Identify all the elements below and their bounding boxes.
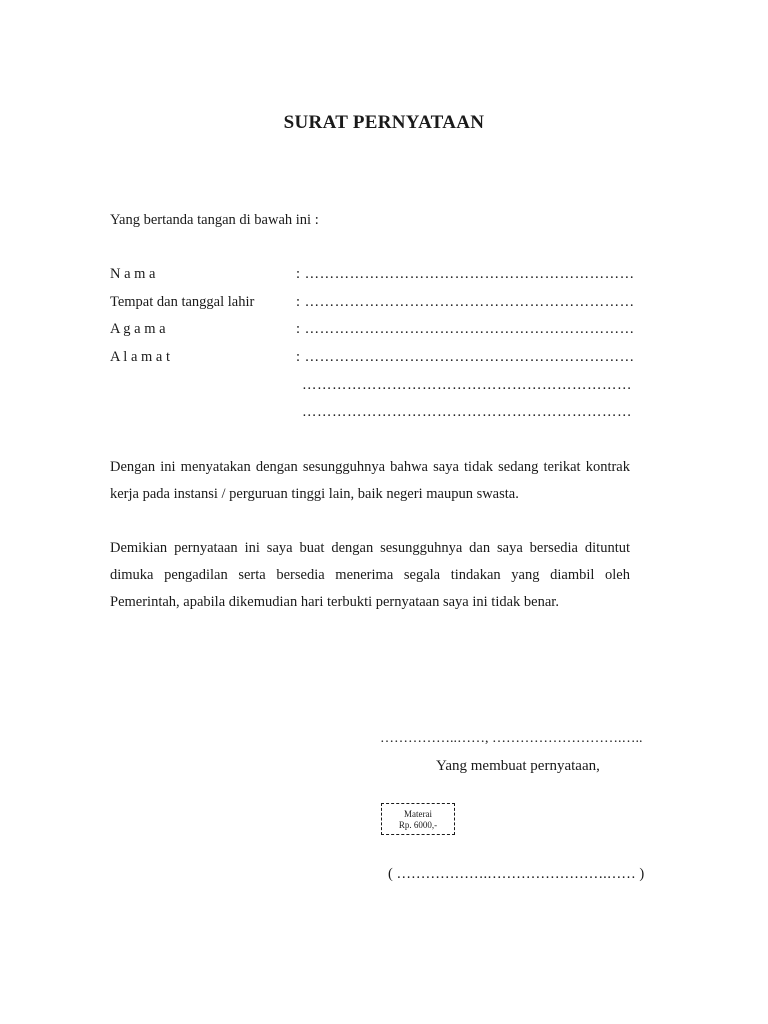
document-title: SURAT PERNYATAAN (283, 112, 485, 133)
maker-label: Yang membuat pernyataan, (436, 758, 600, 774)
address-continuation-line: ………………………………………………………… (302, 404, 632, 420)
address-continuation-line: ………………………………………………………… (302, 377, 632, 393)
field-nama (110, 266, 670, 288)
statement-paragraph: Dengan ini menyatakan dengan sesungguhnya bahwa saya tidak sedang terikat kontrak kerja pada instansi / perguruan tinggi lain, baik negeri maupun swasta. (110, 459, 630, 502)
field-value: : ………………………………………………………… (296, 294, 635, 310)
intro-text: Yang bertanda tangan di bawah ini : (110, 212, 319, 228)
stamp-box (381, 803, 455, 835)
signature-line: ( ……………….…………………….…… ) (388, 866, 645, 882)
field-value: : ………………………………………………………… (296, 266, 635, 282)
field-label: N a m a (110, 266, 156, 282)
closing-paragraph: Demikian pernyataan ini saya buat dengan sesungguhnya dan saya bersedia dituntut dimuka pengadilan serta bersedia menerima segala tindakan yang diambil oleh Pemerintah, apabila dikemudian hari terbukti pernyataan saya ini tidak benar. (110, 540, 630, 610)
field-value: : ………………………………………………………… (296, 321, 635, 337)
stamp-amount: Rp. 6000,- (398, 820, 438, 830)
place-date-line: ……………..……, ……………………….….. (380, 731, 643, 746)
field-alamat (110, 349, 670, 371)
field-value: : ………………………………………………………… (296, 349, 635, 365)
field-label: A g a m a (110, 321, 166, 337)
field-tempat-tanggal-lahir (110, 294, 670, 316)
stamp-label: Materai (404, 809, 432, 819)
field-agama (110, 321, 670, 343)
field-label: A l a m a t (110, 349, 171, 365)
field-label: Tempat dan tanggal lahir (110, 294, 255, 310)
